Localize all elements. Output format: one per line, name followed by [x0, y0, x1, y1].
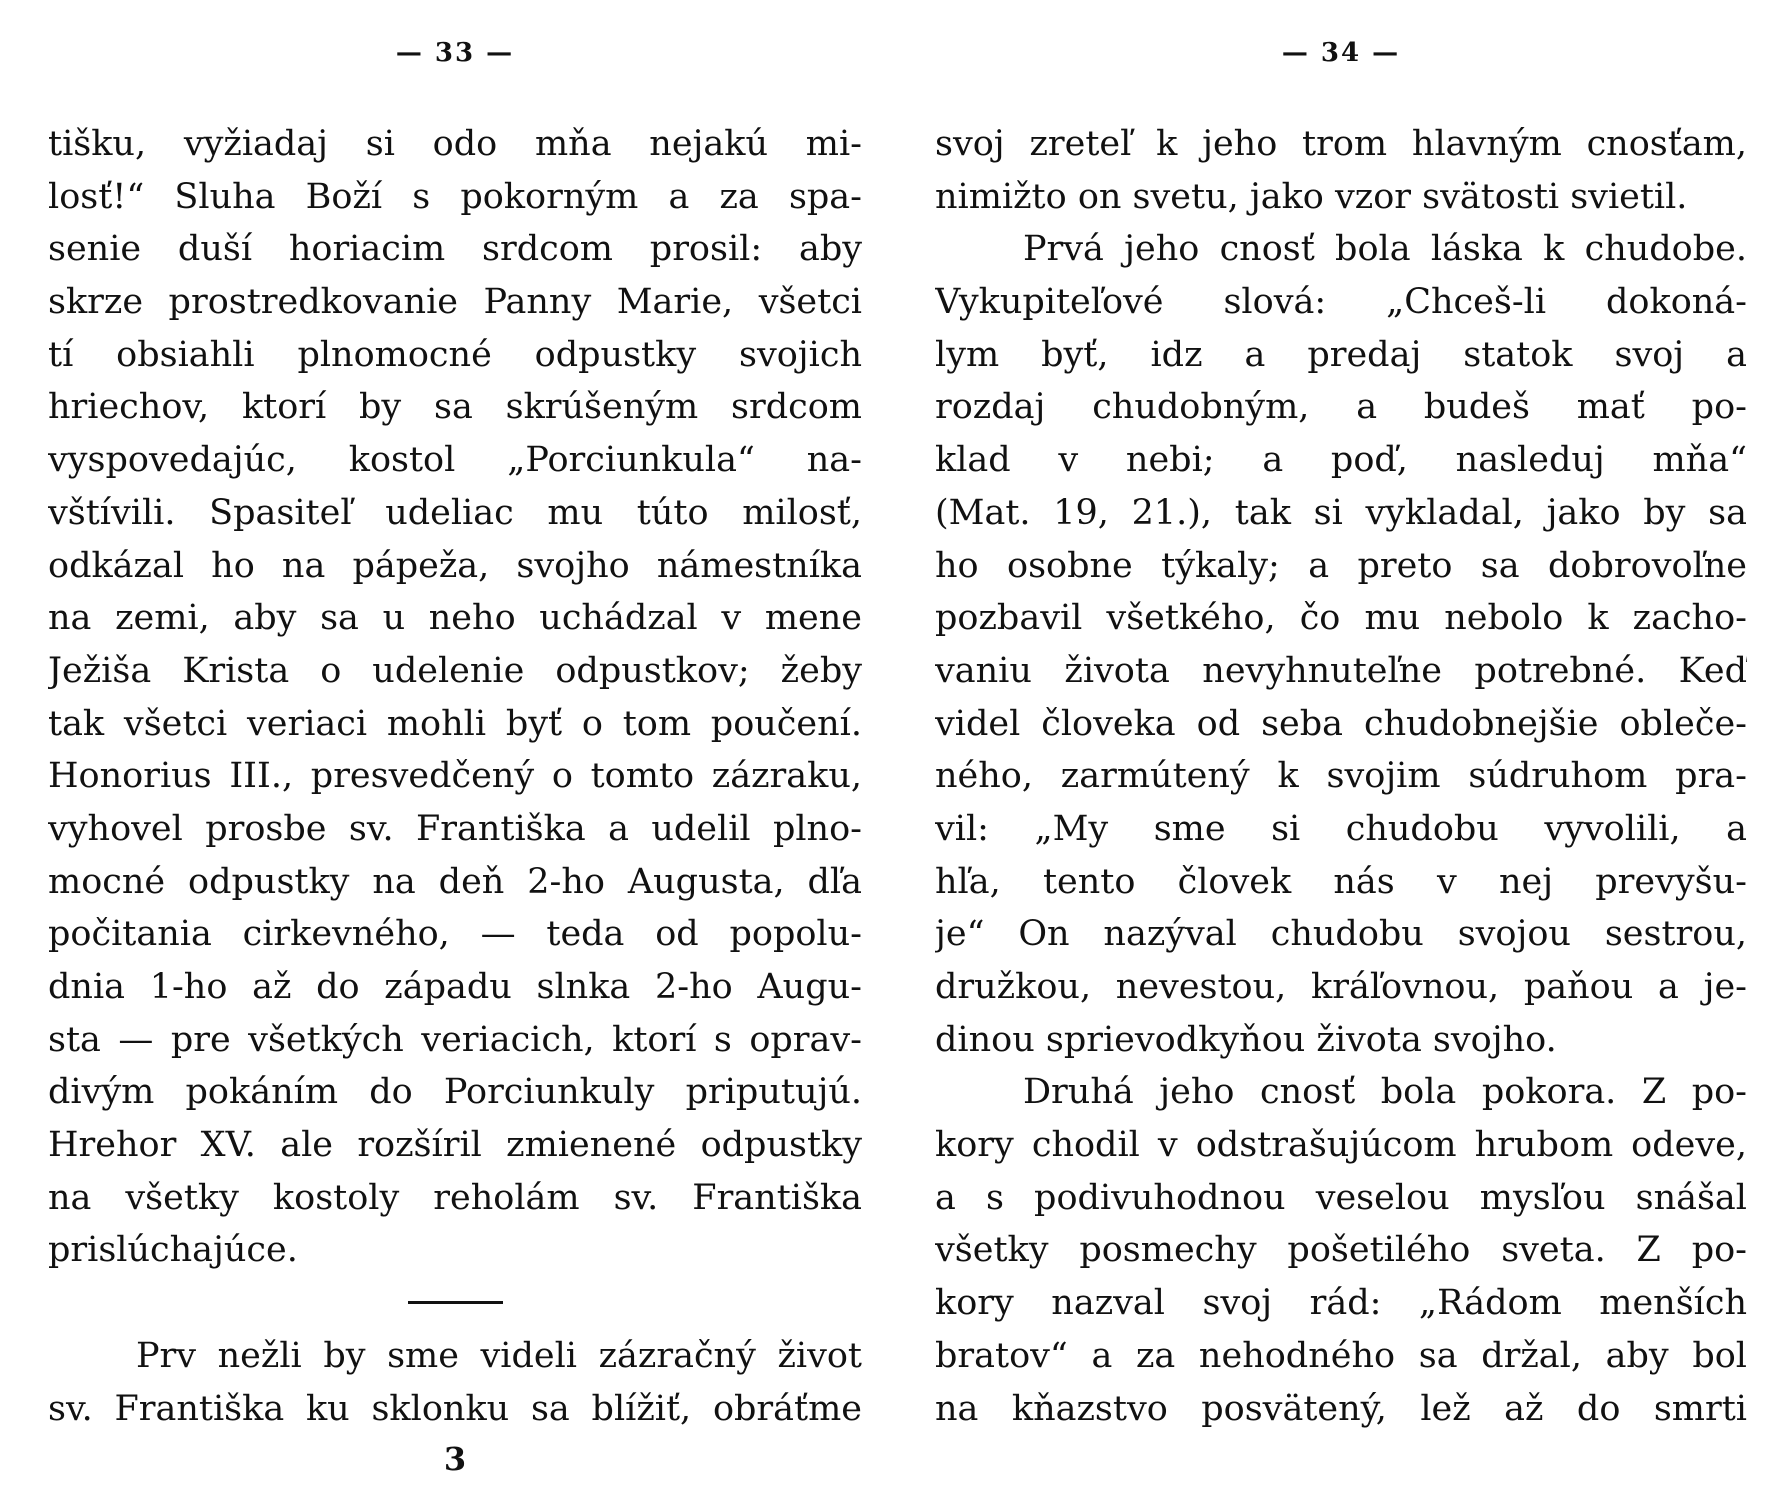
- text-line: kory chodil v odstrašujúcom hrubom odeve,: [935, 1125, 1747, 1166]
- text-line: prislúchajúce.: [48, 1230, 298, 1271]
- text-line: senie duší horiacim srdcom prosil: aby: [48, 229, 862, 270]
- text-line: nimižto on svetu, jako vzor svätosti svietil.: [935, 176, 1688, 217]
- text-line: a s podivuhodnou veselou mysľou snášal: [935, 1177, 1747, 1218]
- left-page: [48, 0, 862, 1500]
- right-page: [935, 0, 1747, 1500]
- text-line: Prvá jeho cnosť bola láska k chudobe.: [1023, 229, 1747, 270]
- text-line: odkázal ho na pápeža, svojho námestníka: [48, 545, 862, 586]
- page-number: — 33 —: [395, 38, 515, 68]
- text-line: ho osobne týkaly; a preto sa dobrovoľne: [935, 545, 1747, 586]
- text-line: klad v nebi; a poď, nasleduj mňa“: [935, 440, 1747, 481]
- text-line: na zemi, aby sa u neho uchádzal v mene: [48, 598, 862, 639]
- section-divider: [408, 1301, 503, 1304]
- left-page-closing-text: [48, 1330, 862, 1435]
- text-line: hľa, tento človek nás v nej prevyšu-: [935, 861, 1747, 902]
- text-line: Druhá jeho cnosť bola pokora. Z po-: [1023, 1072, 1747, 1113]
- text-line: vil: „My sme si chudobu vyvolili, a: [935, 808, 1747, 849]
- text-line: tí obsiahli plnomocné odpustky svojich: [48, 334, 862, 375]
- text-line: losť!“ Sluha Boží s pokorným a za spa-: [48, 176, 862, 217]
- text-line: kory nazval svoj rád: „Rádom menších: [935, 1283, 1747, 1324]
- text-line: všetky posmechy pošetilého sveta. Z po-: [935, 1230, 1747, 1271]
- text-line: Prv nežli by sme videli zázračný život: [136, 1336, 862, 1376]
- text-line: mocné odpustky na deň 2-ho Augusta, dľa: [48, 861, 862, 902]
- text-line: tak všetci veriaci mohli byť o tom poučení.: [48, 703, 862, 744]
- text-line: Ježiša Krista o udelenie odpustkov; žeby: [48, 650, 862, 691]
- text-line: svoj zreteľ k jeho trom hlavným cnosťam,: [935, 124, 1747, 164]
- text-line: videl človeka od seba chudobnejšie obleče-: [935, 703, 1747, 744]
- text-line: vyhovel prosbe sv. Františka a udelil plno-: [48, 808, 862, 849]
- text-line: skrze prostredkovanie Panny Marie, všetci: [48, 282, 862, 323]
- text-line: vštívili. Spasiteľ udeliac mu túto milosť,: [48, 492, 862, 533]
- text-line: hriechov, ktorí by sa skrúšeným srdcom: [48, 387, 862, 428]
- text-line: Vykupiteľové slová: „Chceš-li dokoná-: [935, 282, 1747, 323]
- right-page-text: [935, 118, 1747, 1435]
- text-line: bratov“ a za nehodného sa držal, aby bol: [935, 1335, 1747, 1376]
- text-line: dinou sprievodkyňou života svojho.: [935, 1019, 1557, 1060]
- text-line: na kňazstvo posvätený, lež až do smrti: [935, 1388, 1747, 1429]
- left-page-text: [48, 118, 862, 1277]
- text-line: dnia 1-ho až do západu slnka 2-ho Augu-: [48, 967, 862, 1007]
- text-line: tišku, vyžiadaj si odo mňa nejakú mi-: [48, 124, 862, 164]
- text-line: sta — pre všetkých veriacich, ktorí s oprav-: [48, 1019, 862, 1060]
- text-line: Hrehor XV. ale rozšíril zmienené odpustky: [48, 1125, 862, 1166]
- text-line: pozbavil všetkého, čo mu nebolo k zacho-: [935, 598, 1747, 639]
- text-line: na všetky kostoly reholám sv. Františka: [48, 1177, 862, 1218]
- text-line: Honorius III., presvedčený o tomto zázraku,: [48, 756, 862, 797]
- text-line: lym byť, idz a predaj statok svoj a: [935, 334, 1747, 375]
- text-line: rozdaj chudobným, a budeš mať po-: [935, 387, 1747, 428]
- text-line: vyspovedajúc, kostol „Porciunkula“ na-: [48, 440, 862, 481]
- text-line: sv. Františka ku sklonku sa blížiť, obráťme: [48, 1388, 862, 1429]
- text-line: počitania cirkevného, — teda od popolu-: [48, 914, 862, 955]
- text-line: (Mat. 19, 21.), tak si vykladal, jako by sa: [935, 492, 1747, 533]
- text-line: družkou, nevestou, kráľovnou, paňou a je-: [935, 967, 1747, 1007]
- text-line: ného, zarmútený k svojim súdruhom pra-: [935, 756, 1747, 797]
- signature-mark: 3: [443, 1440, 467, 1478]
- page-number: — 34 —: [1281, 38, 1401, 68]
- text-line: divým pokáním do Porciunkuly priputujú.: [48, 1072, 862, 1113]
- text-line: vaniu života nevyhnuteľne potrebné. Keď: [935, 650, 1747, 691]
- text-line: je“ On nazýval chudobu svojou sestrou,: [935, 914, 1747, 955]
